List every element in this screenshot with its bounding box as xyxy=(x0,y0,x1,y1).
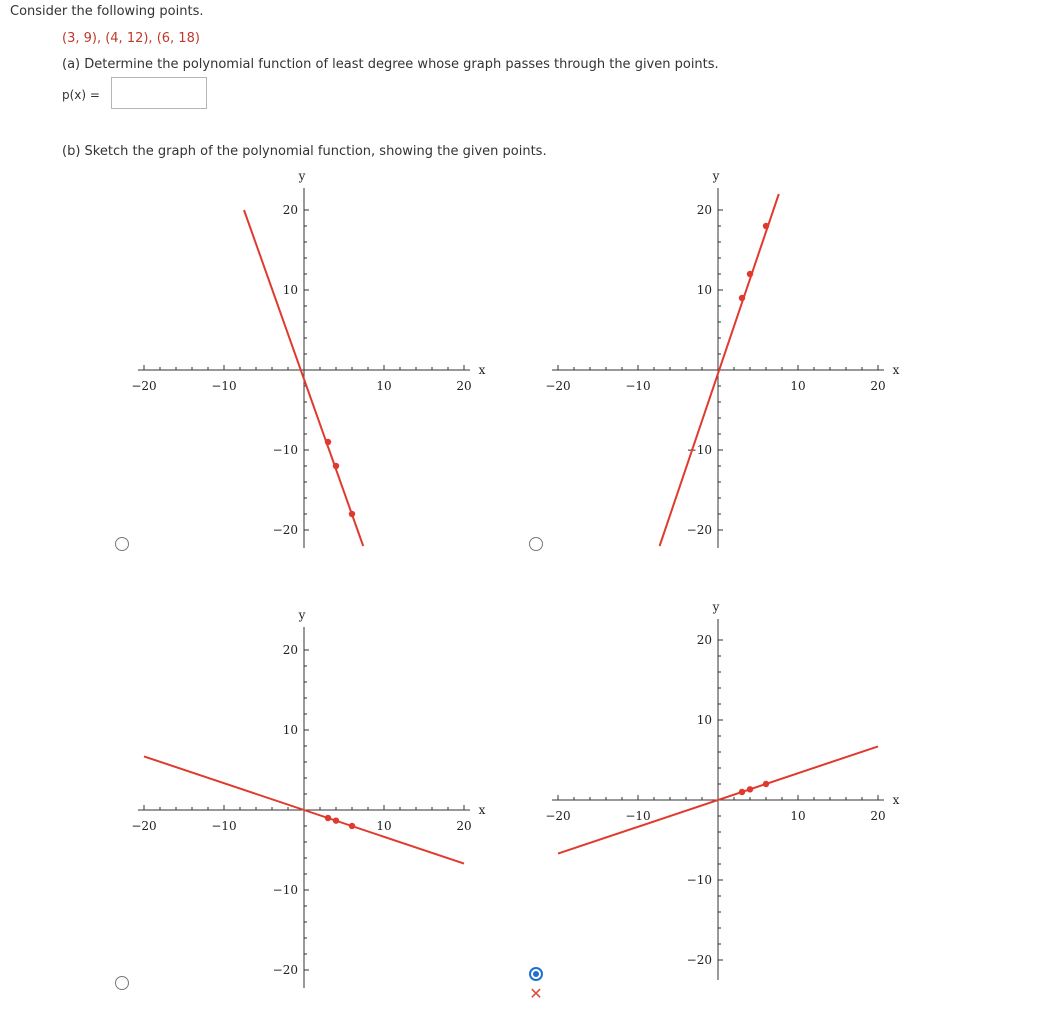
graph-3-data-point xyxy=(325,815,331,821)
graph-3-data-point xyxy=(333,817,339,823)
prompt-text: Consider the following points. xyxy=(10,4,204,19)
graph-1-x-tick-label: −20 xyxy=(131,379,157,393)
graph-4-x-tick-label: 20 xyxy=(870,809,886,823)
graph-3-y-label: y xyxy=(298,608,306,622)
graph-1-y-tick-label: −20 xyxy=(272,523,298,537)
graph-4-y-tick-label: 10 xyxy=(696,713,712,727)
graph-3-x-tick-label: −20 xyxy=(131,819,157,833)
graph-4-y-label: y xyxy=(712,600,720,614)
graph-3-y-tick-label: 10 xyxy=(282,723,298,737)
graph-3-x-tick-label: 20 xyxy=(456,819,472,833)
graph-1-x-tick-label: 20 xyxy=(456,379,472,393)
graph-4-x-tick-label: 10 xyxy=(790,809,806,823)
graph-2-y-tick-label: −10 xyxy=(686,443,712,457)
graph-1-y-label: y xyxy=(298,169,306,183)
graph-2-y-tick-label: −20 xyxy=(686,523,712,537)
graph-1-data-point xyxy=(325,439,331,445)
graph-2-x-tick-label: 10 xyxy=(790,379,806,393)
graph-2-x-label: x xyxy=(892,363,900,377)
graph-4-x-tick-label: −10 xyxy=(625,809,651,823)
part-a-question: (a) Determine the polynomial function of least degree whose graph passes through the given points. xyxy=(62,57,719,72)
graph-3-x-label: x xyxy=(478,803,486,817)
graph-3-data-point xyxy=(349,823,355,829)
graph-2-y-tick-label: 10 xyxy=(696,283,712,297)
graph-1-data-point xyxy=(333,463,339,469)
graph-2-y-label: y xyxy=(712,169,720,183)
graph-2-x-tick-label: −10 xyxy=(625,379,651,393)
graph-1-data-point xyxy=(349,511,355,517)
graph-1-y-tick-label: 10 xyxy=(282,283,298,297)
graph-4-y-tick-label: −10 xyxy=(686,873,712,887)
graph-2-x-tick-label: 20 xyxy=(870,379,886,393)
graph-2-data-point xyxy=(747,271,753,277)
graph-1-x-label: x xyxy=(478,363,486,377)
graph-4-data-point xyxy=(763,781,769,787)
graph-3-y-tick-label: −20 xyxy=(272,963,298,977)
graph-1-x-tick-label: 10 xyxy=(376,379,392,393)
graph-3-y-tick-label: −10 xyxy=(272,883,298,897)
graph-3-y-tick-label: 20 xyxy=(282,643,298,657)
graph-3-x-tick-label: −10 xyxy=(211,819,237,833)
graph-2-y-tick-label: 20 xyxy=(696,203,712,217)
graph-1-y-tick-label: 20 xyxy=(282,203,298,217)
graph-4-x-label: x xyxy=(892,793,900,807)
graph-2-x-tick-label: −20 xyxy=(545,379,571,393)
graph-4-x-tick-label: −20 xyxy=(545,809,571,823)
graph-2-data-point xyxy=(739,295,745,301)
incorrect-x-icon: ✕ xyxy=(529,984,543,1003)
answer-label: p(x) = xyxy=(62,88,100,102)
given-points: (3, 9), (4, 12), (6, 18) xyxy=(62,31,200,46)
graph-1-x-tick-label: −10 xyxy=(211,379,237,393)
graph-1-y-tick-label: −10 xyxy=(272,443,298,457)
graph-4-data-point xyxy=(739,789,745,795)
graph-3-x-tick-label: 10 xyxy=(376,819,392,833)
graph-2-data-point xyxy=(763,223,769,229)
graph-4-data-point xyxy=(747,786,753,792)
graph-4-y-tick-label: 20 xyxy=(696,633,712,647)
part-b-question: (b) Sketch the graph of the polynomial function, showing the given points. xyxy=(62,144,547,159)
graph-4-y-tick-label: −20 xyxy=(686,953,712,967)
